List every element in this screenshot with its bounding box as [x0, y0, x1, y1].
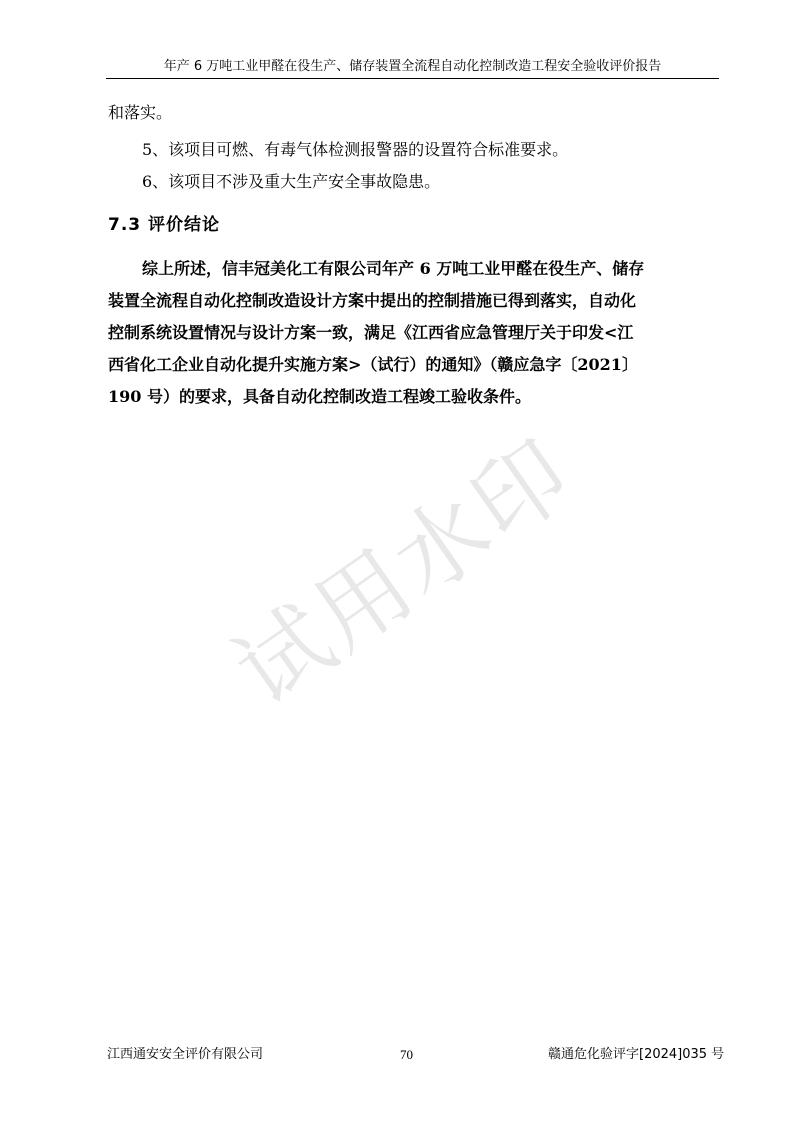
section-heading: 7.3 评价结论: [108, 215, 221, 235]
footer-company: 江西通安安全评价有限公司: [107, 1047, 264, 1062]
conclusion-text: 西省化工企业自动化提升实施方案>（试行）的通知》（赣应急字〔2021〕: [108, 355, 638, 374]
conclusion-text: 装置全流程自动化控制改造设计方案中提出的控制措施已得到落实，自动化: [108, 291, 637, 310]
conclusion-text: 190 号）的要求，具备自动化控制改造工程竣工验收条件。: [108, 387, 531, 406]
trial-watermark: 试用水印: [216, 418, 593, 727]
list-item-5: 5、该项目可燃、有毒气体检测报警器的设置符合标准要求。: [142, 140, 569, 159]
conclusion-line-4: [108, 354, 720, 376]
conclusion-line-5: [108, 386, 720, 408]
footer-doc-number: 赣通危化验评字[2024]035 号: [548, 1047, 725, 1062]
continuation-text: 和落实。: [108, 103, 173, 122]
conclusion-text: 综上所述，信丰冠美化工有限公司年产 6 万吨工业甲醛在役生产、储存: [142, 259, 645, 278]
conclusion-line-1: [142, 258, 720, 280]
conclusion-line-2: [108, 290, 720, 312]
page-header: [106, 58, 719, 79]
conclusion-line-3: [108, 322, 720, 344]
conclusion-text: 控制系统设置情况与设计方案一致，满足《江西省应急管理厅关于印发<江: [108, 323, 634, 342]
list-item-6: 6、该项目不涉及重大生产安全事故隐患。: [142, 172, 441, 191]
footer-page-number: 70: [400, 1047, 413, 1062]
header-title: 年产 6 万吨工业甲醛在役生产、储存装置全流程自动化控制改造工程安全验收评价报告: [163, 59, 662, 74]
